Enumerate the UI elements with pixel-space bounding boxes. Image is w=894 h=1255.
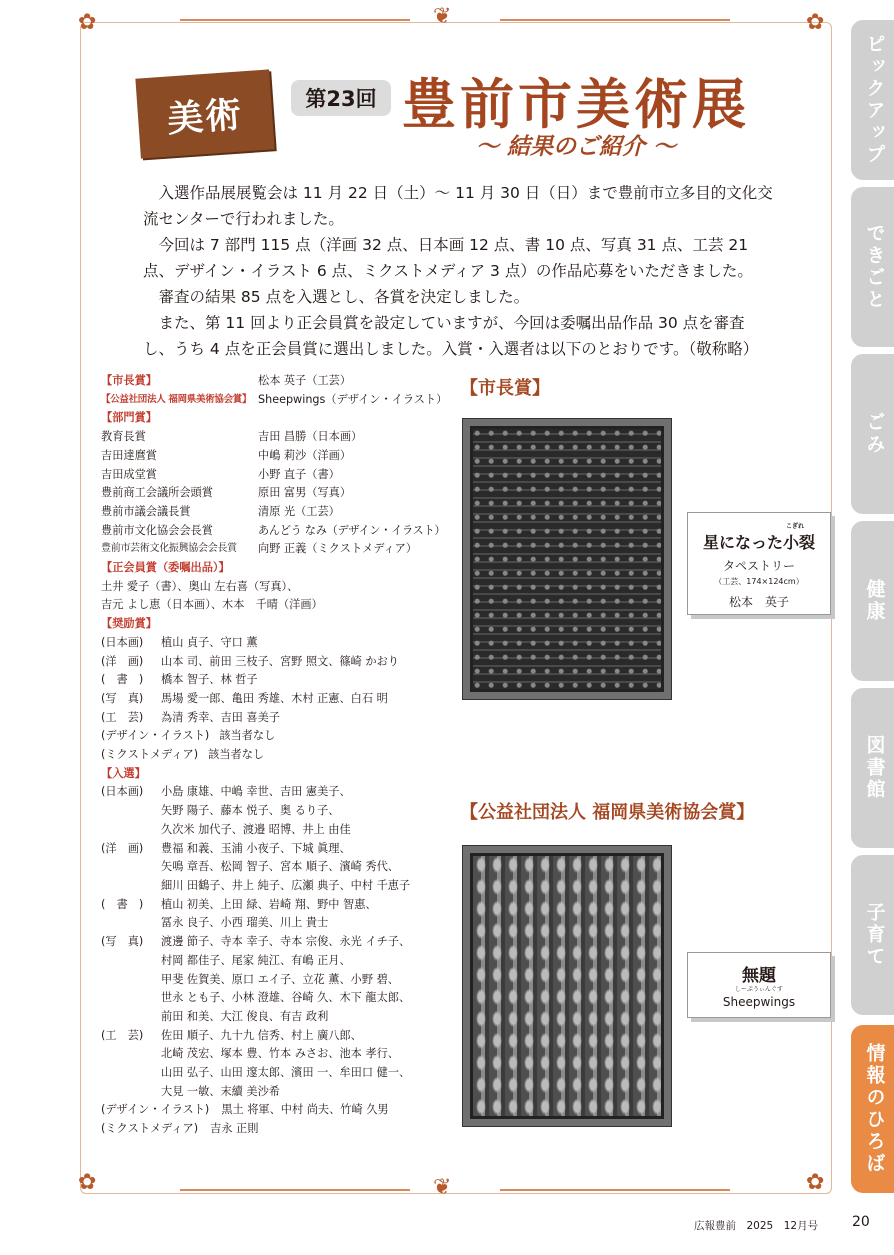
result-row	[101, 391, 451, 410]
winner-names: 世永 とも子、小林 澄雄、谷崎 久、木下 龍太郎、	[161, 991, 411, 1005]
result-row	[101, 690, 451, 709]
tab-pickup[interactable]: ピックアップ	[851, 20, 894, 180]
award-name: 吉田成堂賞	[101, 467, 157, 481]
intro-paragraph: 今回は 7 部門 115 点（洋画 32 点、日本画 12 点、書 10 点、写真 31 点、工芸 21 点、デザイン・イラスト 6 点、ミクストメディア 3 点）の作品応募をいただきました。	[143, 236, 753, 280]
winner-names: 細川 田鶴子、井上 純子、広瀬 典子、中村 千恵子	[161, 878, 411, 892]
winner-names: 黒土 将軍、中村 尚夫、竹崎 久男	[221, 1103, 389, 1117]
award-name: 豊前市議会議長賞	[101, 504, 191, 518]
mayor-award-artwork	[462, 418, 672, 700]
assoc-award-artwork	[462, 845, 672, 1127]
award-winner: 小野 直子（書）	[258, 467, 340, 481]
winner-names: 山田 弘子、山田 邃太郎、濱田 一、牟田口 健一、	[161, 1066, 411, 1080]
mayor-award-caption	[687, 512, 831, 615]
tab-events[interactable]: できごと	[851, 187, 894, 347]
corner-ornament-icon: ✿	[78, 10, 97, 35]
genre-label: (写 真)	[101, 935, 144, 949]
corner-ornament-icon: ✿	[78, 1170, 97, 1195]
winner-names: 矢鳴 章吾、松岡 智子、宮本 順子、濱崎 秀代、	[161, 860, 399, 874]
winner-names: 吉永 正則	[210, 1122, 259, 1136]
genre-label: (デザイン・イラスト)	[101, 1103, 210, 1117]
winner-names: 植山 初美、上田 緑、岩崎 翔、野中 智惠、	[161, 897, 377, 911]
winner-names: 甲斐 佐賀美、原口 エイ子、立花 薫、小野 碧、	[161, 972, 399, 986]
result-row	[101, 671, 451, 690]
award-heading: 【正会員賞（委嘱出品）】	[101, 561, 230, 575]
result-row	[101, 653, 451, 672]
winner-names: 山本 司、前田 三枝子、宮野 照文、篠崎 かおり	[161, 654, 399, 668]
result-row	[101, 840, 451, 859]
tab-garbage[interactable]: ごみ	[851, 354, 894, 514]
result-row	[101, 746, 451, 765]
bottom-ornament-icon: ❦	[433, 1175, 452, 1200]
genre-label: (写 真)	[101, 691, 144, 705]
award-heading: 【市長賞】	[101, 374, 157, 387]
tapestry-image	[470, 426, 664, 692]
genre-label: (ミクストメディア)	[101, 748, 199, 762]
winner-names: 冨永 良子、小西 瑠美、川上 貴士	[161, 916, 329, 930]
page-subtitle: 〜 結果のご紹介 〜	[476, 133, 677, 160]
award-heading: 【部門賞】	[101, 411, 157, 425]
top-ornament-line-right	[500, 19, 730, 21]
award-winner: 中嶋 莉沙（洋画）	[258, 448, 352, 462]
tab-library[interactable]: 図書館	[851, 688, 894, 848]
artist-ruby: しーぷうぃんぐす	[735, 986, 783, 993]
award-winner: 吉田 昌勝（日本画）	[258, 430, 363, 444]
result-row	[101, 503, 451, 522]
award-heading: 【公益社団法人 福岡県美術協会賞】	[101, 393, 252, 405]
bottom-ornament-line-right	[500, 1189, 730, 1191]
tab-health[interactable]: 健康	[851, 521, 894, 681]
winner-names: 久次米 加代子、渡邉 昭博、井上 由佳	[161, 822, 351, 836]
winner-names: 該当者なし	[208, 748, 265, 762]
assoc-award-caption	[687, 952, 831, 1018]
results-list	[101, 372, 451, 1139]
bottom-ornament-line-left	[180, 1189, 410, 1191]
winner-names: 植山 貞子、守口 薫	[161, 635, 258, 649]
member-names: 土井 愛子（書）、奥山 左右喜（写真）、	[101, 579, 299, 593]
genre-label: (日本画)	[101, 635, 144, 649]
mayor-award-heading: 【市長賞】	[460, 378, 550, 399]
result-row	[101, 372, 451, 391]
work-artist: 松本 英子	[728, 595, 789, 609]
genre-label: (デザイン・イラスト)	[101, 729, 210, 743]
intro-paragraph: 審査の結果 85 点を入選とし、各賞を決定しました。	[158, 288, 530, 306]
assoc-award-heading: 【公益社団法人 福岡県美術協会賞】	[460, 802, 755, 823]
award-name: 吉田達麿賞	[101, 448, 157, 462]
genre-label: (ミクストメディア)	[101, 1122, 199, 1136]
page-number: 20	[852, 1214, 870, 1230]
work-artist: Sheepwings	[722, 995, 796, 1009]
result-row	[101, 522, 451, 541]
category-label: 美術	[135, 69, 274, 158]
winner-names: 為清 秀幸、吉田 喜美子	[161, 710, 280, 724]
winner-names: 渡邊 節子、寺本 幸子、寺本 宗俊、永光 イチ子、	[161, 935, 411, 949]
award-name: 豊前市文化協会会長賞	[101, 523, 213, 537]
result-row	[101, 466, 451, 485]
result-row	[101, 1027, 451, 1046]
intro-paragraph: 入選作品展展覧会は 11 月 22 日（土）〜 11 月 30 日（日）まで豊前市立多目的文化交流センターで行われました。	[143, 184, 773, 228]
genre-label: (工 芸)	[101, 1028, 144, 1042]
result-row	[101, 1101, 451, 1120]
corner-ornament-icon: ✿	[806, 1170, 825, 1195]
winner-names: 矢野 陽子、藤本 悦子、奥 るり子、	[161, 804, 340, 818]
result-row	[101, 634, 451, 653]
result-row	[101, 447, 451, 466]
award-heading: 【奨励賞】	[101, 617, 157, 631]
result-row	[101, 1120, 451, 1139]
result-row	[101, 896, 451, 915]
award-winner: 松本 英子（工芸）	[258, 374, 352, 387]
result-row	[101, 933, 451, 952]
award-winner: Sheepwings（デザイン・イラスト）	[258, 392, 448, 406]
result-row	[101, 783, 451, 802]
result-row	[101, 428, 451, 447]
genre-label: (洋 画)	[101, 841, 144, 855]
corner-ornament-icon: ✿	[806, 10, 825, 35]
winner-names: 小島 康雄、中嶋 幸世、吉田 憲美子、	[161, 785, 351, 799]
illustration-image	[470, 853, 664, 1119]
genre-label: (洋 画)	[101, 654, 144, 668]
genre-label: (日本画)	[101, 785, 144, 799]
work-title: 無題	[742, 966, 776, 986]
award-name: 教育長賞	[101, 430, 146, 444]
result-row	[101, 727, 451, 746]
result-row	[101, 484, 451, 503]
winner-names: 豊福 和義、玉浦 小夜子、下城 眞理、	[161, 841, 351, 855]
work-kind: タペストリー	[722, 559, 795, 573]
intro-paragraph: また、第 11 回より正会員賞を設定していますが、今回は委嘱出品作品 30 点を審査し、うち 4 点を正会員賞に選出しました。入賞・入選者は以下のとおりです。（敬称略）	[143, 314, 759, 358]
award-winner: あんどう なみ（デザイン・イラスト）	[258, 523, 446, 537]
publication-info: 広報豊前 2025 12月号	[694, 1220, 819, 1232]
tab-information[interactable]: 情報のひろば	[851, 1025, 894, 1193]
winner-names: 該当者なし	[219, 729, 276, 743]
award-winner: 清原 光（工芸）	[258, 504, 340, 518]
top-ornament-line-left	[180, 19, 410, 21]
edition-badge: 第23回	[291, 80, 391, 116]
intro-text	[143, 180, 773, 362]
work-title	[688, 523, 830, 553]
winner-names: 橋本 智子、林 哲子	[161, 673, 258, 687]
member-names: 吉元 よし恵（日本画）、木本 千晴（洋画）	[101, 598, 323, 612]
winner-names: 村岡 都佳子、尾家 純江、有嶋 正月、	[161, 953, 351, 967]
award-name: 豊前市芸術文化振興協会会長賞	[101, 543, 237, 555]
result-row	[101, 709, 451, 728]
page-title: 豊前市美術展	[402, 72, 750, 136]
genre-label: (工 芸)	[101, 710, 144, 724]
winner-names: 北崎 茂宏、塚本 豊、竹本 みさお、池本 孝行、	[161, 1047, 399, 1061]
work-detail: （工芸、174×124cm）	[714, 577, 804, 586]
award-name: 豊前商工会議所会頭賞	[101, 486, 213, 500]
top-ornament-icon: ❦	[433, 4, 452, 29]
winner-names: 佐田 順子、九十九 信秀、村上 廣八郎、	[161, 1028, 362, 1042]
tab-childcare[interactable]: 子育て	[851, 855, 894, 1015]
award-heading: 【入選】	[101, 766, 146, 780]
genre-label: ( 書 )	[101, 897, 144, 911]
winner-names: 馬場 愛一郎、亀田 秀雄、木村 正憲、白石 明	[161, 691, 388, 705]
winner-names: 大見 一敏、末續 美沙希	[161, 1084, 280, 1098]
winner-names: 前田 和美、大江 俊良、有吉 政利	[161, 1009, 329, 1023]
work-title-text: 星になった小裂	[702, 533, 815, 552]
result-row	[101, 540, 451, 559]
award-winner: 原田 富男（写真）	[258, 486, 352, 500]
award-winner: 向野 正義（ミクストメディア）	[258, 542, 418, 556]
title-ruby: こぎれ	[785, 523, 804, 530]
genre-label: ( 書 )	[101, 673, 144, 687]
